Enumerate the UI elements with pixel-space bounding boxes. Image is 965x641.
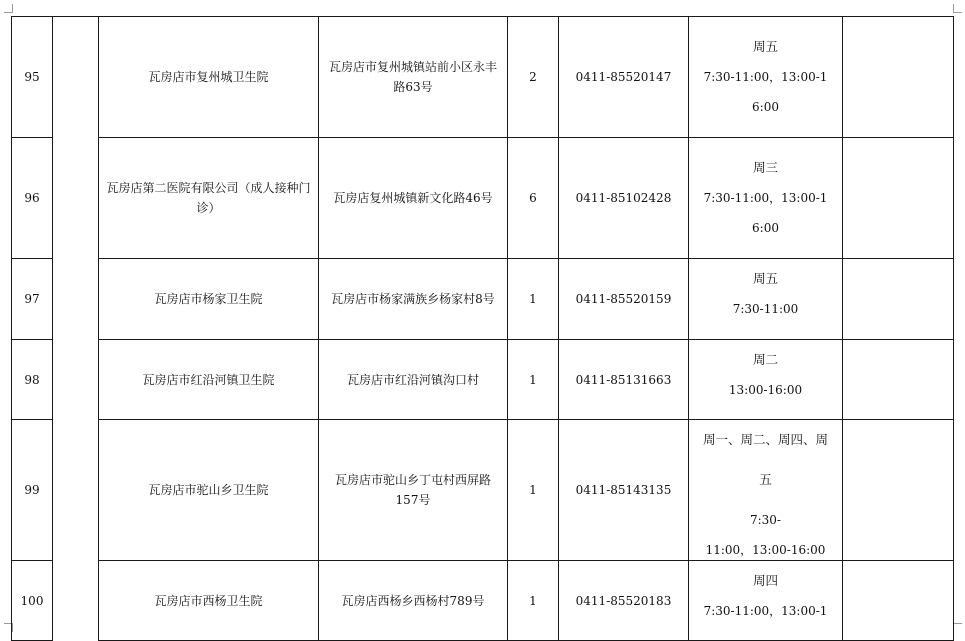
address-cell: 瓦房店西杨乡西杨村789号	[319, 561, 508, 641]
schedule-cell	[689, 561, 843, 641]
clinic-name-cell: 瓦房店市复州城卫生院	[99, 17, 319, 138]
address-cell: 瓦房店市复州城镇站前小区永丰路63号	[319, 17, 508, 138]
page-corner-mark-top-right	[953, 4, 962, 13]
schedule-hours-continued: 6:00	[752, 221, 779, 235]
table-row	[12, 340, 954, 420]
schedule-hours: 7:30-11:00，13:00-1	[703, 603, 828, 618]
schedule-days: 周二	[752, 351, 778, 367]
row-number-cell: 100	[12, 561, 53, 641]
schedule-hours: 7:30-11:00	[732, 302, 799, 316]
phone-cell: 0411-85520183	[559, 561, 689, 641]
table-row	[12, 259, 954, 340]
schedule-days: 周四	[752, 572, 778, 588]
notes-cell	[843, 340, 954, 420]
row-number-cell: 98	[12, 340, 53, 420]
clinic-name-cell: 瓦房店市杨家卫生院	[99, 259, 319, 340]
schedule-hours: 7:30-11:00，13:00-1	[703, 191, 828, 205]
notes-cell	[843, 420, 954, 561]
schedule-cell	[689, 340, 843, 420]
notes-cell	[843, 561, 954, 641]
count-cell: 1	[508, 259, 559, 340]
address-cell: 瓦房店复州城镇新文化路46号	[319, 138, 508, 259]
count-cell: 1	[508, 561, 559, 641]
page-corner-mark-bottom-right	[953, 623, 962, 632]
count-cell: 2	[508, 17, 559, 138]
schedule-days: 周五	[752, 39, 778, 54]
notes-cell	[843, 17, 954, 138]
count-cell: 1	[508, 420, 559, 561]
table-row	[12, 561, 954, 641]
table-row	[12, 138, 954, 259]
schedule-days: 周一、周二、周四、周五	[702, 432, 828, 487]
notes-cell	[843, 138, 954, 259]
schedule-cell	[689, 420, 843, 561]
schedule-cell	[689, 259, 843, 340]
row-number-cell: 97	[12, 259, 53, 340]
count-cell: 6	[508, 138, 559, 259]
clinic-name-cell: 瓦房店第二医院有限公司（成人接种门诊）	[99, 138, 319, 259]
row-number-cell: 96	[12, 138, 53, 259]
phone-cell: 0411-85102428	[559, 138, 689, 259]
page-corner-mark-top-left	[4, 4, 13, 13]
schedule-hours: 7:30-11:00，13:00-1	[703, 70, 828, 84]
schedule-hours: 7:30-	[749, 513, 781, 527]
phone-cell: 0411-85143135	[559, 420, 689, 561]
phone-cell: 0411-85520147	[559, 17, 689, 138]
vaccination-clinics-table	[11, 16, 954, 641]
schedule-cell	[689, 17, 843, 138]
table-row	[12, 420, 954, 561]
address-cell: 瓦房店市红沿河镇沟口村	[319, 340, 508, 420]
count-cell: 1	[508, 340, 559, 420]
schedule-days: 周五	[752, 271, 778, 286]
row-number-cell: 95	[12, 17, 53, 138]
notes-cell	[843, 259, 954, 340]
schedule-cell	[689, 138, 843, 259]
phone-cell: 0411-85131663	[559, 340, 689, 420]
schedule-hours-continued: 11:00，13:00-16:00	[705, 543, 826, 557]
schedule-days: 周三	[752, 160, 778, 175]
address-cell: 瓦房店市驼山乡丁屯村西屏路157号	[319, 420, 508, 561]
clinic-name-cell: 瓦房店市驼山乡卫生院	[99, 420, 319, 561]
clinic-name-cell: 瓦房店市西杨卫生院	[99, 561, 319, 641]
clinic-name-cell: 瓦房店市红沿河镇卫生院	[99, 340, 319, 420]
schedule-hours-continued: 6:00	[752, 100, 779, 114]
phone-cell: 0411-85520159	[559, 259, 689, 340]
schedule-hours: 13:00-16:00	[728, 382, 803, 397]
address-cell: 瓦房店市杨家满族乡杨家村8号	[319, 259, 508, 340]
table-row	[12, 17, 954, 138]
merged-district-cell	[53, 17, 99, 641]
row-number-cell: 99	[12, 420, 53, 561]
